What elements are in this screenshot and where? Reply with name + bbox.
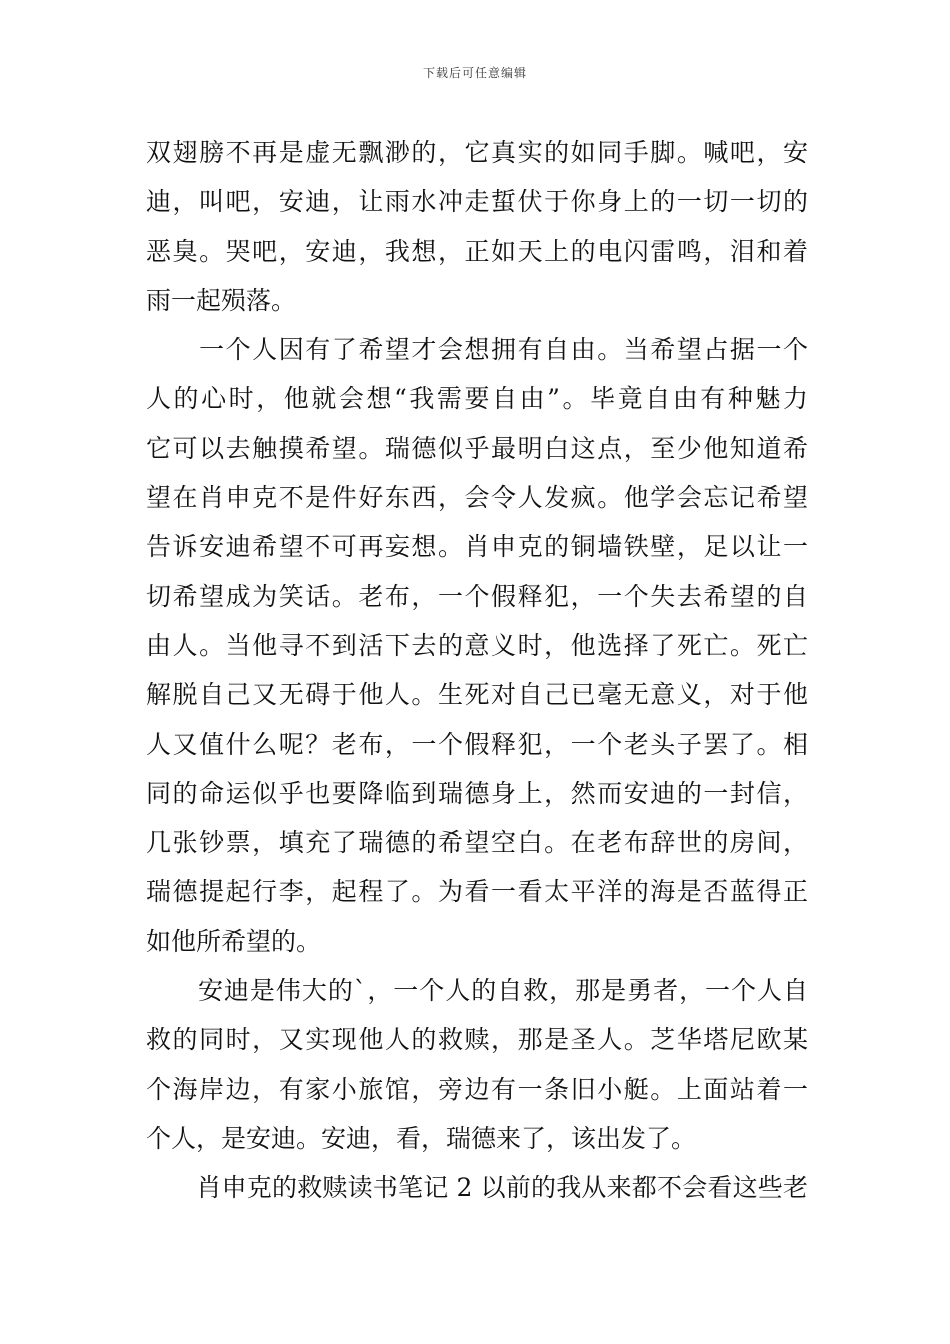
text-line: 如他所希望的。 [146, 926, 322, 956]
paragraph [146, 966, 808, 1163]
text-line: 恶臭。哭吧，安迪，我想，正如天上的电闪雷鸣，泪和着 [146, 236, 808, 266]
text-line: 安迪是伟大的`，一个人的自救，那是勇者，一个人自 [146, 976, 808, 1006]
text-line: 一个人因有了希望才会想拥有自由。当希望占据一个 [146, 335, 808, 365]
text-line: 切希望成为笑话。老布，一个假释犯，一个失去希望的自 [146, 581, 808, 611]
text-line: 救的同时，又实现他人的救赎，那是圣人。芝华塔尼欧某 [146, 1025, 808, 1055]
paragraph [146, 1163, 808, 1212]
text-line: 瑞德提起行李，起程了。为看一看太平洋的海是否蓝得正 [146, 877, 808, 907]
text-line: 雨一起殒落。 [146, 285, 297, 315]
paragraph [146, 128, 808, 325]
text-line: 个人，是安迪。安迪，看，瑞德来了，该出发了。 [146, 1123, 697, 1153]
text-line: 它可以去触摸希望。瑞德似乎最明白这点，至少他知道希 [146, 433, 808, 463]
text-line: 人的心时，他就会想“我需要自由”。毕竟自由有种魅力 [146, 384, 808, 414]
text-line: 几张钞票，填充了瑞德的希望空白。在老布辞世的房间， [146, 828, 808, 858]
paragraph [146, 325, 808, 966]
body-text [146, 128, 808, 1213]
text-line: 望在肖申克不是件好东西，会令人发疯。他学会忘记希望 [146, 483, 808, 513]
text-line: 迪，叫吧，安迪，让雨水冲走蜇伏于你身上的一切一切的 [146, 187, 808, 217]
page-header: 下载后可任意编辑 [422, 66, 527, 80]
text-line: 同的命运似乎也要降临到瑞德身上，然而安迪的一封信， [146, 778, 808, 808]
text-line: 双翅膀不再是虚无飘渺的，它真实的如同手脚。喊吧，安 [146, 138, 808, 167]
text-line: 告诉安迪希望不可再妄想。肖申克的铜墙铁壁，足以让一 [146, 532, 808, 562]
text-line: 解脱自己又无碍于他人。生死对自己已毫无意义，对于他 [146, 680, 808, 710]
text-line: 由人。当他寻不到活下去的意义时，他选择了死亡。死亡 [146, 630, 808, 660]
text-line: 人又值什么呢？老布，一个假释犯，一个老头子罢了。相 [146, 729, 808, 759]
text-line: 肖申克的救赎读书笔记 2 以前的我从来都不会看这些老 [146, 1173, 808, 1203]
text-line: 个海岸边，有家小旅馆，旁边有一条旧小艇。上面站着一 [146, 1074, 808, 1104]
